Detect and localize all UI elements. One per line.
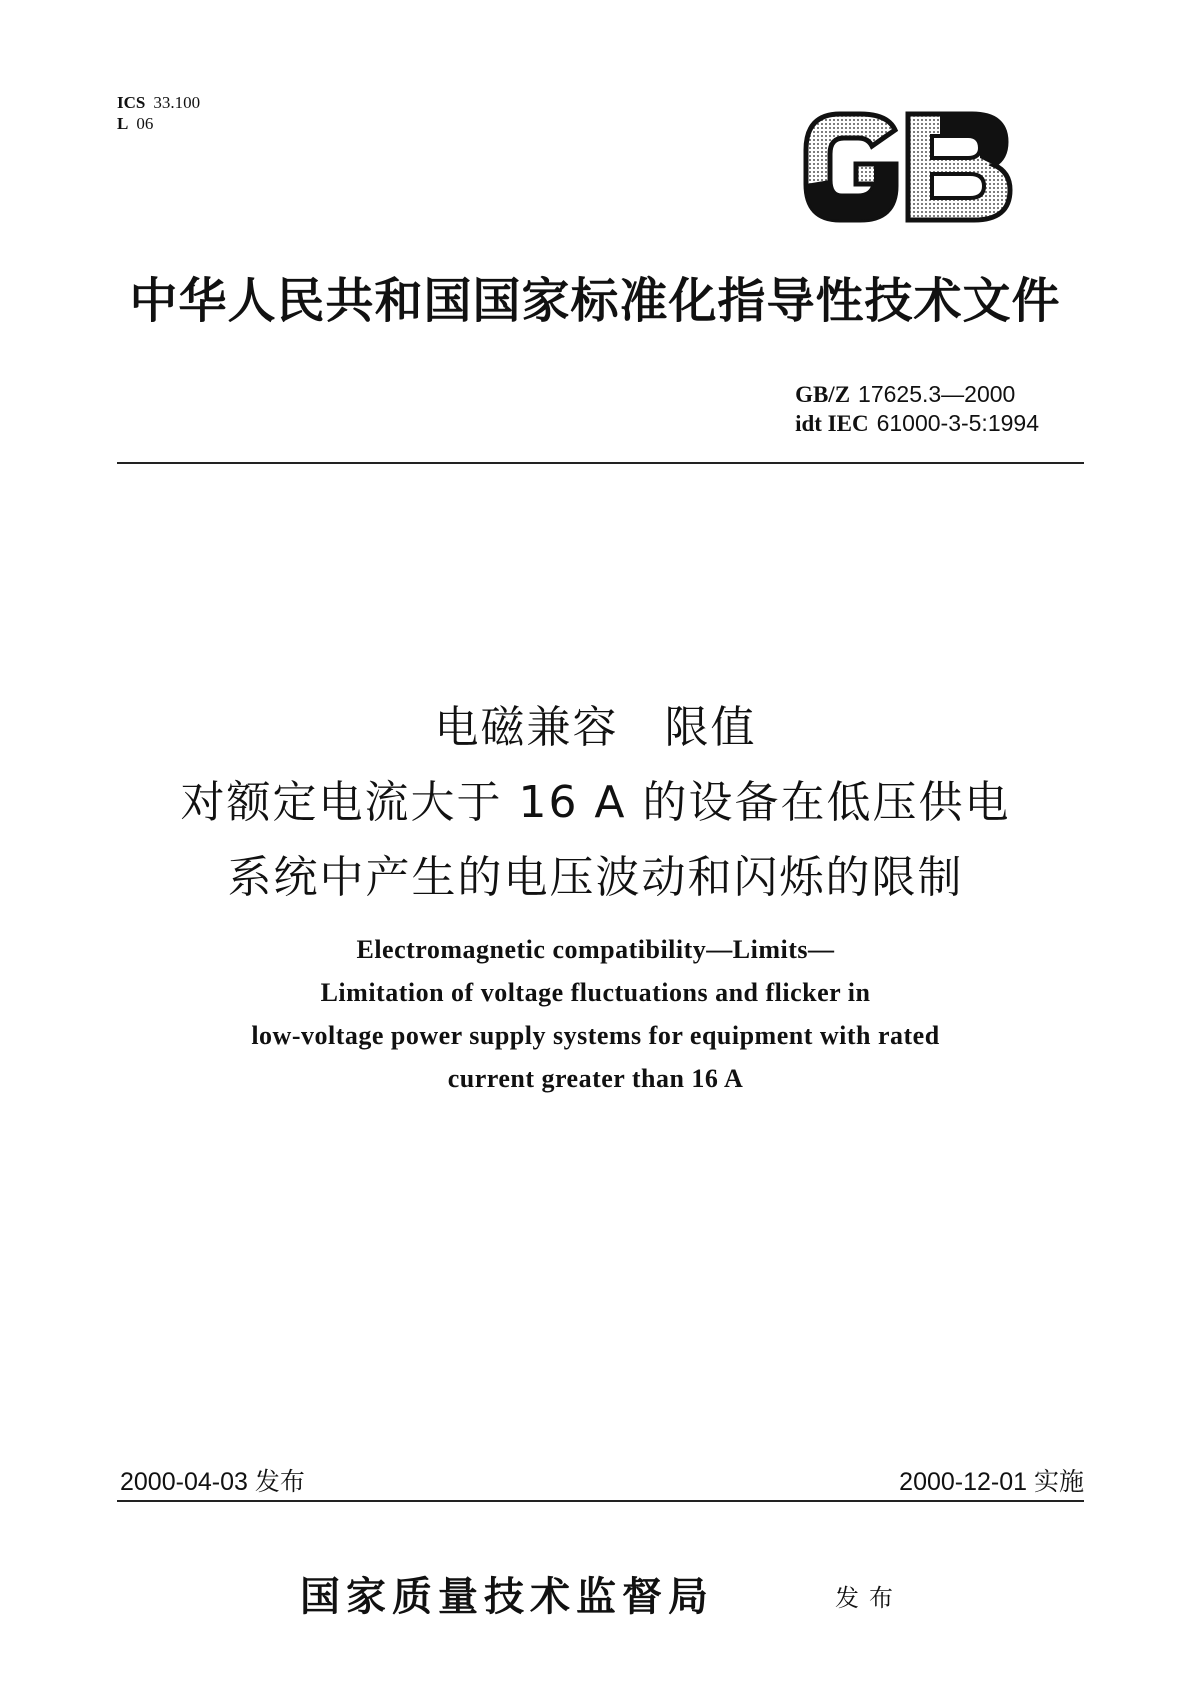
english-title-line: Limitation of voltage fluctuations and flicker in <box>320 978 871 1007</box>
chinese-title-line: 系统中产生的电压波动和闪烁的限制 <box>227 852 964 903</box>
gb-logo <box>800 110 1014 224</box>
english-title-line: current greater than 16 A <box>447 1064 744 1093</box>
classification-codes <box>117 92 200 134</box>
standard-numbers <box>795 380 1039 438</box>
effective-date: 2000-12-01 实施 <box>899 1468 1084 1496</box>
english-title <box>100 928 1091 1100</box>
header-divider <box>117 462 1084 464</box>
gb-standard-number: GB/Z 17625.3—2000 <box>795 381 1016 407</box>
document-type-heading: 中华人民共和国国家标准化指导性技术文件 <box>129 273 1061 329</box>
english-title-line: low-voltage power supply systems for equipment with rated <box>251 1021 940 1050</box>
ics-code: ICS 33.100 <box>117 93 201 112</box>
chinese-title <box>80 690 1111 915</box>
ccs-code: L 06 <box>117 114 154 133</box>
issue-date: 2000-04-03 发布 <box>120 1468 305 1496</box>
issuing-authority: 国家质量技术监督局 <box>300 1573 714 1620</box>
english-title-line: Electromagnetic compatibility—Limits— <box>356 935 835 964</box>
chinese-title-line: 对额定电流大于 16 A 的设备在低压供电 <box>180 777 1011 828</box>
footer-divider <box>117 1500 1084 1502</box>
issuing-authority-suffix: 发布 <box>835 1584 903 1612</box>
iec-equivalent-number: idt IEC 61000-3-5:1994 <box>795 410 1039 436</box>
chinese-title-line: 电磁兼容 限值 <box>434 702 757 753</box>
